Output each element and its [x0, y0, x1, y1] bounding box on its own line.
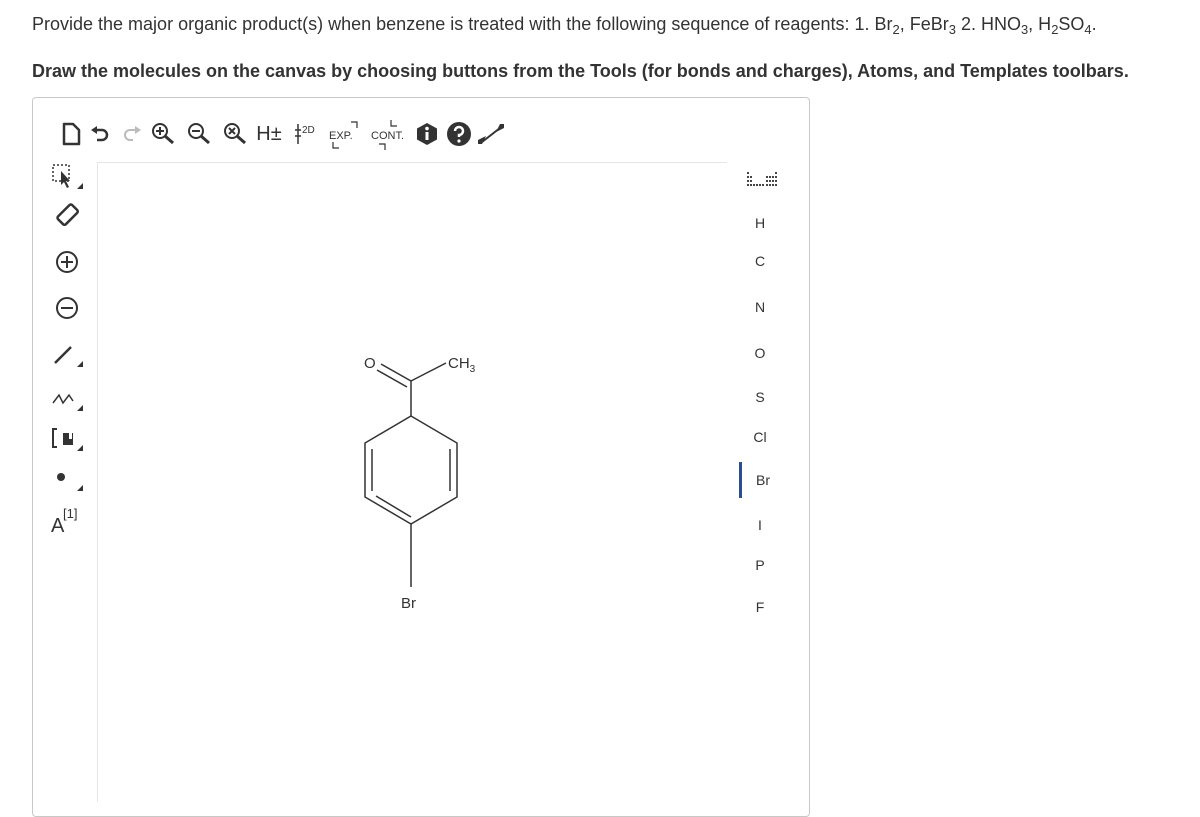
explicit-hydrogens-label: H±: [256, 122, 282, 145]
positive-charge-icon[interactable]: [47, 244, 87, 280]
atom-button-cl[interactable]: Cl: [753, 429, 767, 445]
atom-button-o[interactable]: O: [754, 345, 766, 361]
expand-button[interactable]: [325, 116, 365, 152]
info-icon[interactable]: [411, 116, 443, 152]
template-icon[interactable]: [47, 420, 87, 456]
carbonyl-bond: [381, 364, 411, 381]
atom-button-n[interactable]: N: [754, 299, 766, 315]
benzene-ring: [365, 416, 457, 524]
oxygen-label: O: [364, 355, 376, 372]
instruction-text: Draw the molecules on the canvas by choosing buttons from the Tools (for bonds and charges), Atoms, and Templates toolbars.: [32, 61, 1129, 81]
molecule-editor: [32, 97, 810, 817]
atom-button-c[interactable]: C: [754, 253, 766, 269]
expand-label: EXP.: [329, 130, 353, 142]
periodic-table-icon[interactable]: [745, 168, 779, 190]
clean-2d-label: 2D: [302, 125, 315, 136]
undo-icon[interactable]: [85, 116, 117, 152]
lasso-select-icon[interactable]: [47, 160, 87, 196]
redo-icon[interactable]: [115, 116, 147, 152]
charge-tool-label: A: [51, 515, 65, 536]
atom-charge-tool[interactable]: [47, 500, 87, 536]
atom-button-p[interactable]: P: [755, 557, 765, 573]
atom-button-i[interactable]: I: [758, 517, 762, 533]
contract-button[interactable]: [367, 116, 411, 152]
help-icon[interactable]: [443, 116, 475, 152]
negative-charge-icon[interactable]: [47, 290, 87, 326]
chain-icon[interactable]: [47, 380, 87, 416]
new-document-icon[interactable]: [55, 116, 87, 152]
question-text: Provide the major organic product(s) when benzene is treated with the following sequence of reagents: 1. $Br_2$, FeBr$_3$ 2. $HNO_3$, $H_2SO_4$.: [32, 14, 1097, 37]
charge-tool-index: [1]: [63, 506, 78, 521]
c-ch3-bond: [411, 363, 446, 381]
molecule-drawing: [98, 163, 728, 803]
zoom-in-icon[interactable]: [147, 116, 179, 152]
carbonyl-bond: [377, 370, 407, 387]
radical-icon[interactable]: [47, 460, 87, 496]
single-bond-icon[interactable]: [47, 336, 87, 372]
clean-2d-button[interactable]: [291, 116, 323, 152]
atom-button-br[interactable]: Br: [739, 462, 784, 498]
atom-button-h[interactable]: H: [754, 215, 766, 231]
fullscreen-icon[interactable]: [475, 116, 507, 152]
bromine-label: Br: [401, 595, 416, 612]
zoom-reset-icon[interactable]: [219, 116, 251, 152]
zoom-out-icon[interactable]: [183, 116, 215, 152]
drawing-canvas[interactable]: [97, 162, 727, 802]
explicit-hydrogens-button[interactable]: [251, 116, 287, 152]
contract-label: CONT.: [371, 130, 404, 142]
methyl-label: $CH_3$: [448, 355, 476, 375]
eraser-icon[interactable]: [47, 198, 87, 234]
atom-button-s[interactable]: S: [755, 389, 765, 405]
atom-button-f[interactable]: F: [755, 599, 765, 615]
